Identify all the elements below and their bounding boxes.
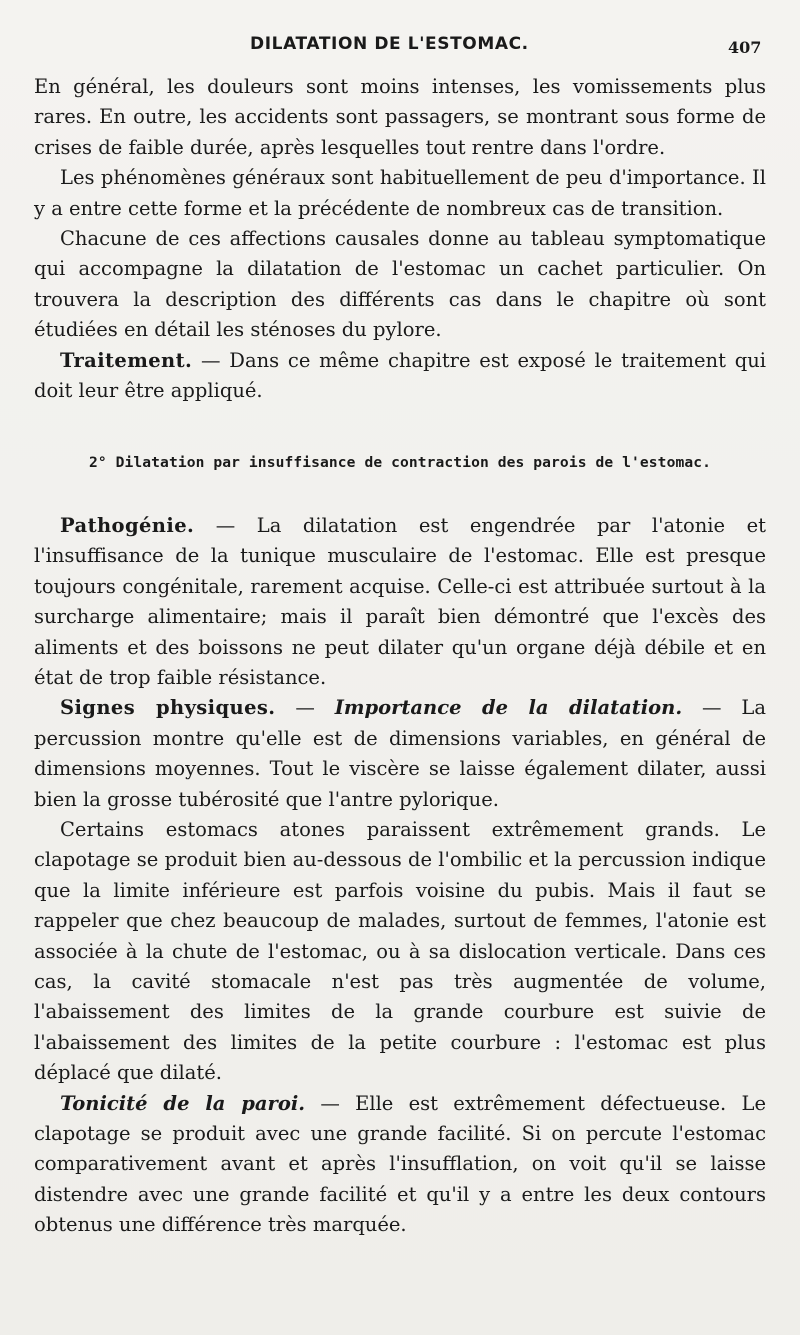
paragraph: En général, les douleurs sont moins intenses, les vomissements plus rares. En outre, les accidents sont passagers, se montrant sous forme de crises de faible durée, après lesquelles tout rentre dans l'ordre. bbox=[34, 75, 766, 159]
run-in-subheading: Importance de la dilatation. bbox=[334, 696, 683, 720]
paragraph-traitement bbox=[34, 346, 766, 407]
paragraph-text: — Elle est extrêmement défectueuse. Le clapotage se produit avec une grande facilité. Si on percute l'estomac comparativement avant et après l'insufflation, on voit qu'il se laisse distendre avec une grande facilité et qu'il y a entre les deux contours obtenus une différence très marquée. bbox=[34, 1091, 766, 1237]
paragraph-text: — Dans ce même chapitre est exposé le traitement qui doit leur être appliqué. bbox=[34, 348, 766, 403]
run-in-heading: Signes physiques. bbox=[60, 696, 276, 720]
paragraph: Chacune de ces affections causales donne au tableau symptomatique qui accompagne la dilatation de l'estomac un cachet particulier. On trouvera la description des différents cas dans le chapitre où sont étudiées en détail les sténoses du pylore. bbox=[34, 227, 766, 342]
paragraph-pathogenie bbox=[34, 511, 766, 693]
run-in-heading: Pathogénie. bbox=[60, 513, 195, 537]
paragraph: Certains estomacs atones paraissent extrêmement grands. Le clapotage se produit bien au-dessous de l'ombilic et la percussion indique que la limite inférieure est parfois voisine du pubis. Mais il faut se rappeler que chez beaucoup de malades, surtout de femmes, l'atonie est associée à la chute de l'estomac, ou à sa dislocation verticale. Dans ces cas, la cavité stomacale n'est pas très augmentée de volume, l'abaissement des limites de la grande courbure est suivie de l'abaissement des limites de la petite courbure : l'estomac est plus déplacé que dilaté. bbox=[34, 817, 766, 1085]
running-head bbox=[0, 32, 800, 60]
paragraph-text: — La dilatation est engendrée par l'atonie et l'insuffisance de la tunique musculaire de l'estomac. Elle est presque toujours congénitale, rarement acquise. Celle-ci est attribuée surtout à la surcharge alimentaire; mais il paraît bien démontré que l'excès des aliments et des boissons ne peut dilater qu'un organe déjà débile et en état de trop faible résistance. bbox=[34, 513, 766, 689]
body-text bbox=[34, 72, 766, 1241]
run-in-subheading: Tonicité de la paroi. bbox=[60, 1091, 306, 1115]
paragraph: Les phénomènes généraux sont habituellement de peu d'importance. Il y a entre cette forme et la précédente de nombreux cas de transition. bbox=[34, 166, 766, 220]
paragraph-text: — La percussion montre qu'elle est de dimensions variables, en général de dimensions moyennes. Tout le viscère se laisse également dilater, aussi bien la grosse tubérosité que l'antre pylorique. bbox=[34, 696, 766, 811]
running-title: DILATATION DE L'ESTOMAC. bbox=[250, 34, 529, 54]
dash: — bbox=[275, 696, 335, 720]
paragraph-signes-physiques bbox=[34, 693, 766, 815]
section-heading: 2° Dilatation par insuffisance de contraction des parois de l'estomac. bbox=[88, 454, 712, 472]
run-in-heading: Traitement. bbox=[60, 348, 193, 372]
paragraph-tonicite bbox=[34, 1089, 766, 1241]
page-number: 407 bbox=[728, 38, 762, 57]
